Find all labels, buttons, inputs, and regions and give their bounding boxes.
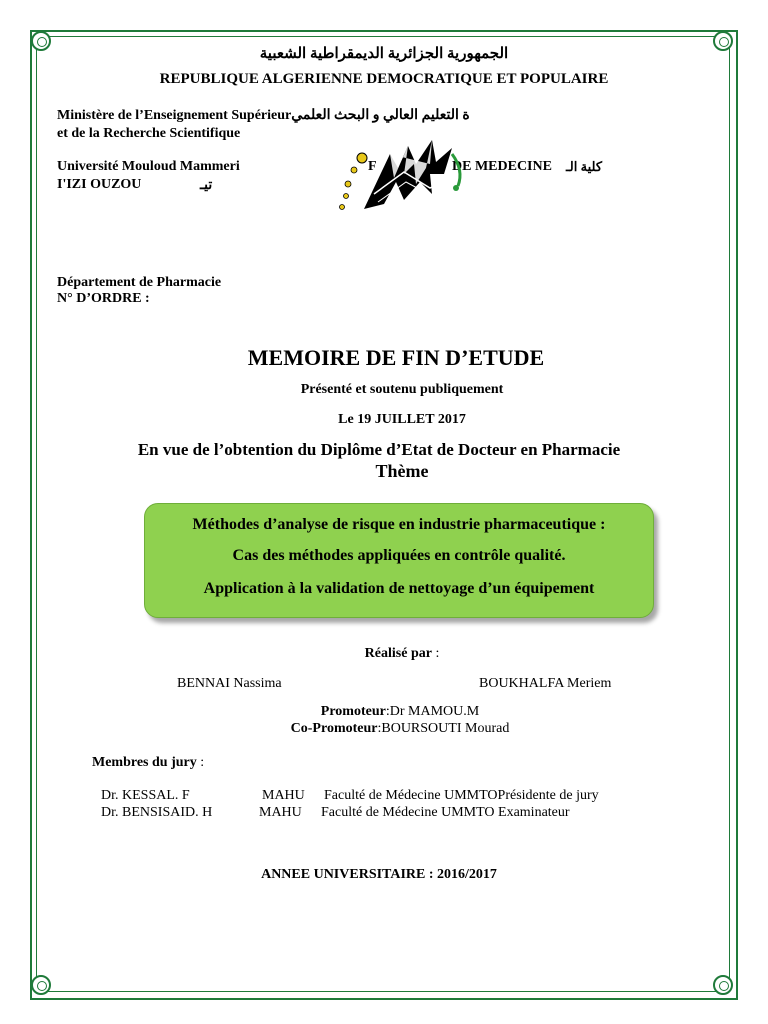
authors-colon: :	[431, 646, 440, 661]
jury-member-1-affiliation	[324, 788, 599, 804]
faculty-name-arabic: كلية الـ	[566, 159, 603, 174]
diploma-line: En vue de l’obtention du Diplôme d’Etat de Docteur en Pharmacie	[137, 440, 621, 459]
jury-member-1-role: Présidente de jury	[497, 788, 599, 803]
department-name: Département de Pharmacie	[57, 275, 222, 290]
ministry-line1	[57, 107, 470, 124]
corner-ornament-bottom-left	[31, 975, 51, 995]
theme-line-2: Cas des méthodes appliquées en contrôle qualité.	[232, 547, 566, 564]
jury-member-2-name: Dr. BENSISAID. H	[101, 805, 213, 820]
jury-colon: :	[196, 755, 205, 770]
document-title: MEMOIRE DE FIN D’ETUDE	[247, 345, 545, 370]
order-number-label: N° D’ORDRE :	[57, 291, 150, 306]
jury-label: Membres du jury	[92, 755, 197, 770]
arabic-republic-heading: الجمهورية الجزائرية الديمقراطية الشعبية	[259, 46, 509, 62]
jury-member-1-faculty: Faculté de Médecine UMMTO	[324, 788, 498, 803]
university-city-arabic: تيـ	[200, 178, 213, 193]
ministry-name-ar: ة التعليم العالي و البحث العلمي	[291, 108, 470, 123]
jury-member-2-affiliation	[321, 805, 570, 821]
jury-heading	[92, 755, 204, 771]
theme-line-1: Méthodes d’analyse de risque en industrie pharmaceutique :	[192, 516, 606, 533]
university-city: I'IZI OUZOU	[57, 177, 142, 192]
author-1: BENNAI Nassima	[177, 676, 282, 691]
corner-ornament-bottom-right	[713, 975, 733, 995]
author-2: BOUKHALFA Meriem	[479, 676, 612, 691]
faculty-prefix: F	[368, 159, 377, 174]
theme-box	[144, 503, 654, 618]
ministry-line2: et de la Recherche Scientifique	[57, 126, 241, 141]
presented-line: Présenté et soutenu publiquement	[300, 382, 504, 397]
university-name: Université Mouloud Mammeri	[57, 159, 240, 174]
promoteur-line	[0, 704, 768, 720]
republic-heading: REPUBLIQUE ALGERIENNE DEMOCRATIQUE ET POPULAIRE	[159, 71, 609, 87]
co-promoteur-line	[0, 721, 768, 737]
co-promoteur-name: :BOURSOUTI Mourad	[377, 721, 510, 736]
jury-member-2-faculty: Faculté de Médecine UMMTO	[321, 805, 495, 820]
jury-member-2-role: Examinateur	[494, 805, 570, 820]
theme-label: Thème	[375, 461, 429, 481]
jury-member-1-grade: MAHU	[262, 788, 305, 803]
promoteur-name: :Dr MAMOU.M	[385, 704, 480, 719]
university-logo	[334, 134, 474, 214]
promoteur-label: Promoteur	[320, 704, 386, 719]
co-promoteur-label: Co-Promoteur	[290, 721, 378, 736]
authors-heading	[0, 646, 768, 662]
jury-member-1-name: Dr. KESSAL. F	[101, 788, 190, 803]
academic-year: ANNEE UNIVERSITAIRE : 2016/2017	[261, 867, 497, 882]
jury-member-2-grade: MAHU	[259, 805, 302, 820]
theme-line-3: Application à la validation de nettoyage d’un équipement	[203, 580, 595, 597]
ministry-name-fr: Ministère de l’Enseignement Supérieur	[57, 108, 292, 123]
faculty-name: DE MEDECINE	[452, 159, 552, 174]
defense-date: Le 19 JUILLET 2017	[338, 412, 466, 427]
authors-label: Réalisé par	[364, 646, 432, 661]
